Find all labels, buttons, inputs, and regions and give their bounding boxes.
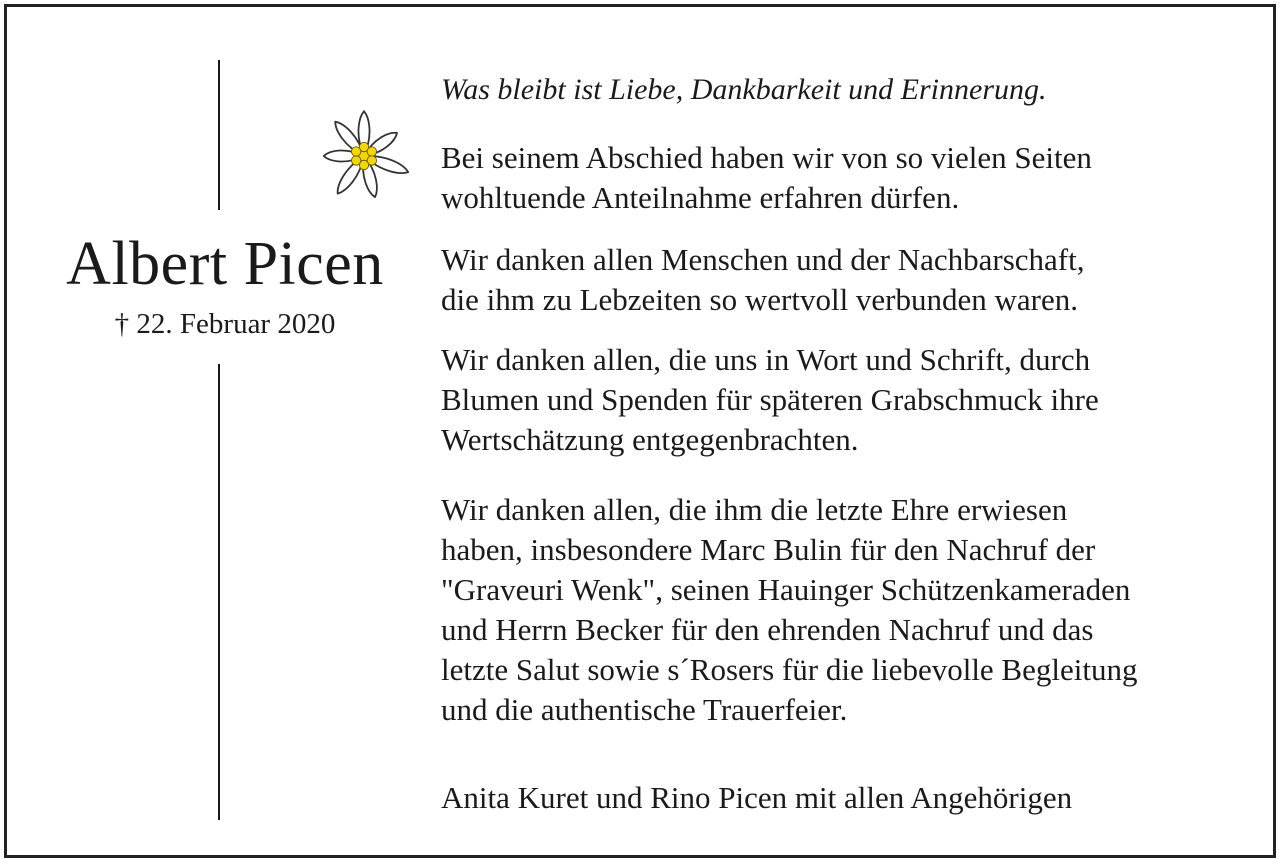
paragraph-line: und Herrn Becker für den ehrenden Nachruf und das [441,612,1094,647]
paragraph-line: und die authentische Trauerfeier. [441,692,848,727]
paragraph-line: Bei seinem Abschied haben wir von so vielen Seiten [441,140,1092,175]
deceased-name: Albert Picen [66,230,384,298]
paragraph-line: haben, insbesondere Marc Bulin für den Nachruf der [441,532,1096,567]
paragraph-line: wohltuende Anteilnahme erfahren dürfen. [441,180,960,215]
thanks-paragraph-4 [441,490,1261,730]
paragraph-line: Wertschätzung entgegenbrachten. [441,422,859,457]
death-date: † 22. Februar 2020 [114,308,336,340]
thanks-paragraph-1 [441,138,1261,218]
divider-line-bottom [218,364,220,820]
motto-quote: Was bleibt ist Liebe, Dankbarkeit und Erinnerung. [441,73,1047,106]
divider-line-top [218,60,220,210]
signature: Anita Kuret und Rino Picen mit allen Angehörigen [441,780,1073,815]
thanks-paragraph-3 [441,340,1261,460]
edelweiss-icon [308,100,420,212]
paragraph-line: "Graveuri Wenk", seinen Hauinger Schützenkameraden [441,572,1131,607]
paragraph-line: Wir danken allen, die uns in Wort und Schrift, durch [441,342,1091,377]
paragraph-line: Wir danken allen, die ihm die letzte Ehre erwiesen [441,492,1068,527]
paragraph-line: Wir danken allen Menschen und der Nachbarschaft, [441,242,1085,277]
paragraph-line: letzte Salut sowie s´Rosers für die liebevolle Begleitung [441,652,1138,687]
paragraph-line: Blumen und Spenden für späteren Grabschmuck ihre [441,382,1099,417]
thanks-paragraph-2 [441,240,1261,320]
paragraph-line: die ihm zu Lebzeiten so wertvoll verbunden waren. [441,282,1078,317]
